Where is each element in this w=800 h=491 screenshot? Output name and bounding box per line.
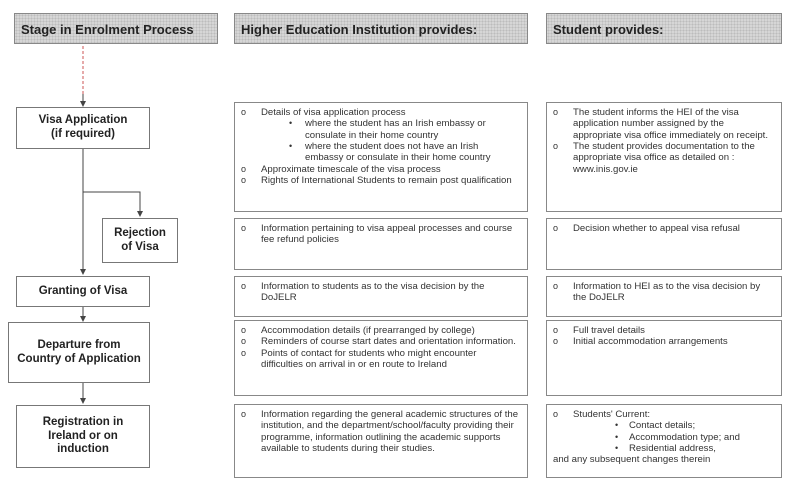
- institution-granting: [234, 276, 528, 317]
- institution-visa-sub2: • where the student does not have an Irish embassy or consulate in their home country: [261, 141, 521, 164]
- stage-visa-application: [16, 107, 150, 149]
- institution-rejection: [234, 218, 528, 270]
- institution-visa-sub1: • where the student has an Irish embassy or consulate in their home country: [261, 118, 521, 141]
- student-registration-sub2: • Accommodation type; and: [573, 432, 775, 443]
- stage-granting: [16, 276, 150, 307]
- student-registration-sub1: • Contact details;: [573, 420, 775, 431]
- stage-registration-line1: Registration in: [42, 415, 124, 428]
- institution-visa-item3: o Rights of International Students to remain post qualification: [241, 175, 521, 186]
- header-institution: Higher Education Institution provides:: [234, 13, 528, 44]
- institution-departure-item3: o Points of contact for students who might encounter difficulties on arrival in or en route to Ireland: [241, 348, 521, 371]
- student-granting: [546, 276, 782, 317]
- student-visa-item2: o The student provides documentation to the appropriate visa office as detailed on : www.inis.gov.ie: [553, 141, 775, 175]
- student-registration-tail: and any subsequent changes therein: [553, 454, 711, 466]
- student-departure-item2: o Initial accommodation arrangements: [553, 336, 775, 347]
- stage-rejection-line1: Rejection: [114, 226, 166, 239]
- student-rejection: [546, 218, 782, 270]
- institution-visa-item2: o Approximate timescale of the visa process: [241, 164, 521, 175]
- stage-granting-label: Granting of Visa: [38, 284, 128, 297]
- institution-visa-application: [234, 102, 528, 212]
- stage-departure-line1: Departure from: [37, 338, 121, 351]
- institution-registration: [234, 404, 528, 478]
- stage-rejection: [102, 218, 178, 263]
- institution-departure-item2: o Reminders of course start dates and orientation information.: [241, 336, 521, 347]
- student-rejection-item: o Decision whether to appeal visa refusal: [553, 223, 775, 234]
- student-visa-application: [546, 102, 782, 212]
- student-registration: [546, 404, 782, 478]
- stage-registration: [16, 405, 150, 468]
- student-departure: [546, 320, 782, 396]
- header-student: Student provides:: [546, 13, 782, 44]
- header-stage: Stage in Enrolment Process: [14, 13, 218, 44]
- stage-visa-application-line1: Visa Application: [38, 114, 128, 127]
- institution-visa-item1: o Details of visa application process • where the student has an Irish embassy or consulate in their home country • where the student does not have an Irish embassy or consulate in their home country: [241, 107, 521, 164]
- student-registration-sub3: • Residential address,: [573, 443, 775, 454]
- institution-rejection-item: o Information pertaining to visa appeal processes and course fee refund policies: [241, 223, 521, 246]
- institution-registration-item: o Information regarding the general academic structures of the institution, and the department/school/faculty providing their programme, information outlining the academic supports available to students during their studies.: [241, 409, 521, 454]
- institution-departure-item1: o Accommodation details (if prearranged by college): [241, 325, 521, 336]
- student-departure-item1: o Full travel details: [553, 325, 775, 336]
- stage-visa-application-line2: (if required): [51, 128, 115, 140]
- stage-registration-line2: Ireland or on: [48, 429, 118, 442]
- stage-rejection-line2: of Visa: [121, 240, 159, 253]
- student-granting-item: o Information to HEI as to the visa decision by the DoJELR: [553, 281, 775, 304]
- stage-departure: [8, 322, 150, 383]
- stage-registration-line3: induction: [57, 443, 109, 456]
- connector-to-rejection: [83, 192, 140, 214]
- stage-departure-line2: Country of Application: [17, 352, 141, 365]
- institution-departure: [234, 320, 528, 396]
- institution-granting-item: o Information to students as to the visa decision by the DoJELR: [241, 281, 521, 304]
- student-visa-item1: o The student informs the HEI of the visa application number assigned by the appropriate visa office immediately on receipt.: [553, 107, 775, 141]
- student-registration-lead: o Students' Current: • Contact details; • Accommodation type; and • Residential address,: [553, 409, 775, 454]
